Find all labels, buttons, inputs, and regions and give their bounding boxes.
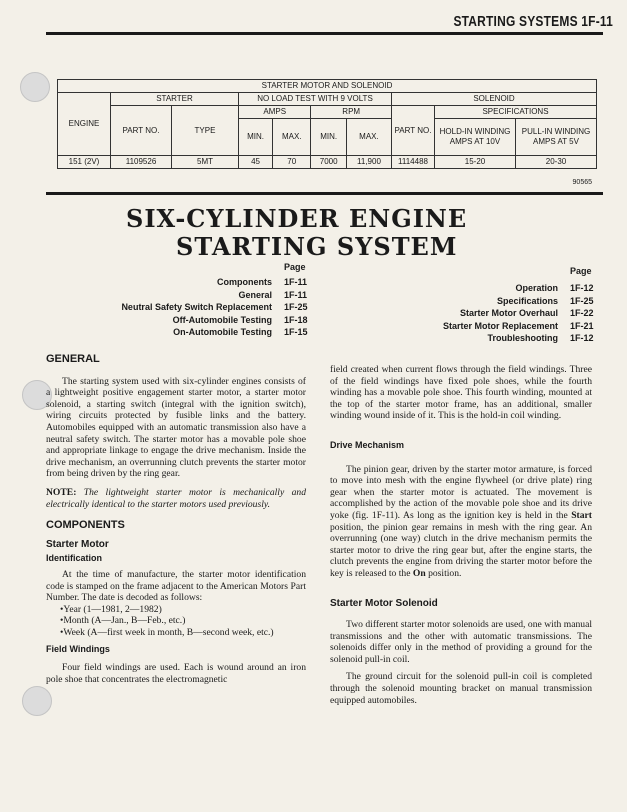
- no-load-header: NO LOAD TEST WITH 9 VOLTS: [239, 93, 392, 106]
- solenoid-part-header: PART NO.: [392, 106, 435, 156]
- figure-id: 90565: [572, 179, 592, 186]
- cell-amps-min: 45: [239, 156, 273, 169]
- solenoid-header: SOLENOID: [392, 93, 597, 106]
- amps-max-header: MAX.: [273, 119, 311, 156]
- general-heading: GENERAL: [46, 353, 100, 365]
- engine-header: ENGINE: [58, 93, 111, 156]
- toc-left: [120, 276, 308, 339]
- page-title-line-1: SIX-CYLINDER ENGINE: [126, 204, 468, 233]
- toc-right: [440, 282, 594, 345]
- solenoid-paragraph-2: The ground circuit for the solenoid pull-in coil is completed through the solenoid mounting bracket on manual transmission equipped automobiles.: [330, 671, 592, 706]
- rpm-max-header: MAX.: [346, 119, 391, 156]
- general-paragraph: The starting system used with six-cylinder engines consists of a lightweight positive engagement starter motor, a starter motor solenoid, a starting switch (integral with the ignition switch), wiring circuits protected by fusible links and the battery. Automobiles equipped with an automatic transmission also have a neutral safety switch. The starter motor has a movable pole shoe and appropriate linkage to engage the drive mechanism. Inside the drive mechanism, an overrunning clutch prevents the starter motor from being driven by the ring gear.: [46, 375, 306, 480]
- amps-min-header: MIN.: [239, 119, 273, 156]
- left-column: [46, 354, 306, 685]
- toc-item[interactable]: Operation 1F-12: [515, 283, 594, 293]
- starter-spec-table: [57, 79, 597, 169]
- drive-mechanism-paragraph: The pinion gear, driven by the starter motor armature, is forced to move into mesh with the engine flywheel (or drive plate) ring gear when the starter motor is actuated. The movement is accomplished by the action of the movable pole shoe and its drive yoke (fig. 1F-11). As long as the ignition key is held in the Start position, the pinion gear remains in mesh with the ring gear. An overrunning (one way) clutch in the drive mechanism permits the starter motor to drive the ring gear but, after the engine starts, the clutch prevents the engine from driving the starter motor before the key is released to the On position.: [330, 463, 592, 579]
- part-no-header: PART NO.: [111, 106, 172, 156]
- rpm-header: RPM: [311, 106, 392, 119]
- starter-solenoid-heading: Starter Motor Solenoid: [330, 597, 438, 609]
- note-text: The lightweight starter motor is mechanically and electrically identical to the starter motors used previously.: [46, 486, 306, 510]
- continued-paragraph: field created when current flows through the field windings. Three of the field windings have fixed pole shoes, while the fourth winding has a movable pole shoe. This fourth winding, mounted at the top of the starter motor frame, has an additional, smaller winding wound inside of it. This is the hold-in coil winding.: [330, 364, 592, 422]
- identification-heading: Identification: [46, 553, 102, 564]
- toc-item[interactable]: Off-Automobile Testing 1F-18: [172, 314, 308, 325]
- cell-engine: 151 (2V): [58, 156, 111, 169]
- binder-hole-bottom: [22, 686, 52, 716]
- cell-part: 1109526: [111, 156, 172, 169]
- toc-item[interactable]: Starter Motor Overhaul 1F-22: [459, 308, 594, 318]
- toc-item[interactable]: Components 1F-11: [217, 277, 308, 287]
- spec-table-title: STARTER MOTOR AND SOLENOID: [58, 80, 597, 93]
- amps-header: AMPS: [239, 106, 311, 119]
- cell-rpm-min: 7000: [311, 156, 347, 169]
- toc-item[interactable]: Troubleshooting 1F-12: [487, 333, 594, 343]
- toc-item[interactable]: Starter Motor Replacement 1F-21: [442, 320, 594, 331]
- rpm-min-header: MIN.: [311, 119, 347, 156]
- solenoid-paragraph-1: Two different starter motor solenoids are used, one with manual transmissions and the other with automatic transmissions. The solenoids differ only in the method of providing a ground for the solenoid pull-in coil.: [330, 619, 592, 665]
- section-rule: [46, 192, 603, 195]
- note: [46, 487, 306, 510]
- top-rule: [46, 32, 603, 35]
- pull-in-header: PULL-IN WINDING AMPS AT 5V: [516, 119, 597, 156]
- type-header: TYPE: [172, 106, 239, 156]
- cell-amps-max: 70: [273, 156, 311, 169]
- specifications-header: SPECIFICATIONS: [435, 106, 597, 119]
- toc-item[interactable]: Specifications 1F-25: [496, 295, 594, 306]
- running-head: STARTING SYSTEMS 1F-11: [453, 12, 613, 30]
- toc-item[interactable]: Neutral Safety Switch Replacement 1F-25: [121, 302, 308, 312]
- date-code-list: [46, 604, 306, 639]
- cell-type: 5MT: [172, 156, 239, 169]
- note-label: NOTE:: [46, 486, 77, 498]
- toc-right-page-label: Page: [570, 266, 592, 276]
- hold-in-header: HOLD-IN WINDING AMPS AT 10V: [435, 119, 516, 156]
- list-item: • Month (A—Jan., B—Feb., etc.): [60, 615, 306, 627]
- starter-header: STARTER: [111, 93, 239, 106]
- drive-mechanism-heading: Drive Mechanism: [330, 439, 405, 450]
- cell-hold-in: 15-20: [435, 156, 516, 169]
- cell-pull-in: 20-30: [516, 156, 597, 169]
- toc-item[interactable]: On-Automobile Testing 1F-15: [173, 327, 308, 337]
- table-row: [58, 156, 597, 169]
- identification-paragraph: At the time of manufacture, the starter motor identification code is stamped on the frame adjacent to the American Motors Part Number. The date is decoded as follows:: [46, 568, 306, 604]
- cell-solenoid-part: 1114488: [392, 156, 435, 169]
- toc-item[interactable]: General 1F-11: [238, 289, 308, 300]
- toc-left-page-label: Page: [284, 262, 306, 272]
- cell-rpm-max: 11,900: [346, 156, 391, 169]
- components-heading: COMPONENTS: [46, 519, 125, 532]
- binder-hole-top: [20, 72, 50, 102]
- field-windings-paragraph: Four field windings are used. Each is wound around an iron pole shoe that concentrates the electromagnetic: [46, 662, 306, 685]
- field-windings-heading: Field Windings: [46, 644, 110, 655]
- starter-motor-heading: Starter Motor: [46, 538, 109, 550]
- right-column: [330, 364, 592, 706]
- list-item: • Week (A—first week in month, B—second week, etc.): [60, 627, 306, 639]
- list-item: • Year (1—1981, 2—1982): [60, 604, 306, 616]
- page-title-line-2: STARTING SYSTEM: [176, 232, 458, 261]
